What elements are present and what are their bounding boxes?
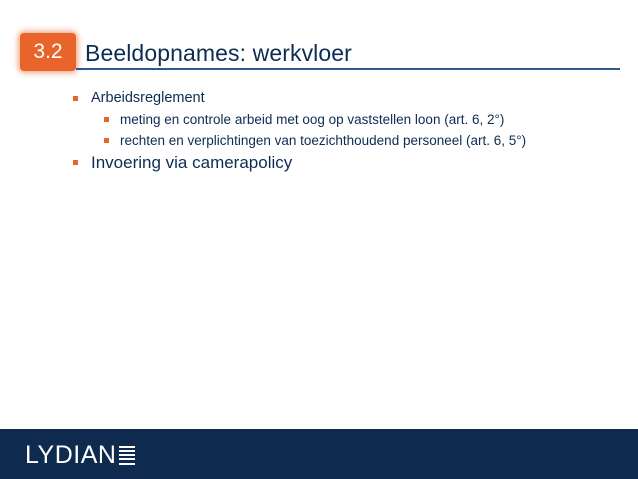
- logo-lines-icon: [119, 446, 135, 465]
- bullet-square-icon: [73, 96, 78, 101]
- title-underline: [76, 68, 620, 70]
- bullet-list: [68, 88, 628, 176]
- bullet-camerapolicy: [68, 152, 628, 176]
- bullet-text: Arbeidsreglement: [91, 90, 205, 106]
- section-number-badge: 3.2: [20, 33, 76, 71]
- sub-bullet-rechten: [68, 131, 628, 152]
- bullet-text: rechten en verplichtingen van toezichthoudend personeel (art. 6, 5°): [120, 133, 527, 148]
- sub-bullet-meting: [68, 110, 628, 131]
- footer-bar: [0, 429, 638, 479]
- slide-title: Beeldopnames: werkvloer: [85, 40, 352, 66]
- lydian-logo: [25, 441, 135, 469]
- logo-text: LYDIAN: [25, 440, 117, 469]
- bullet-square-icon: [73, 160, 78, 165]
- bullet-text: Invoering via camerapolicy: [91, 153, 293, 172]
- bullet-square-icon: [104, 138, 109, 143]
- bullet-text: meting en controle arbeid met oog op vaststellen loon (art. 6, 2°): [120, 112, 505, 127]
- bullet-square-icon: [104, 117, 109, 122]
- bullet-arbeidsreglement: [68, 88, 628, 110]
